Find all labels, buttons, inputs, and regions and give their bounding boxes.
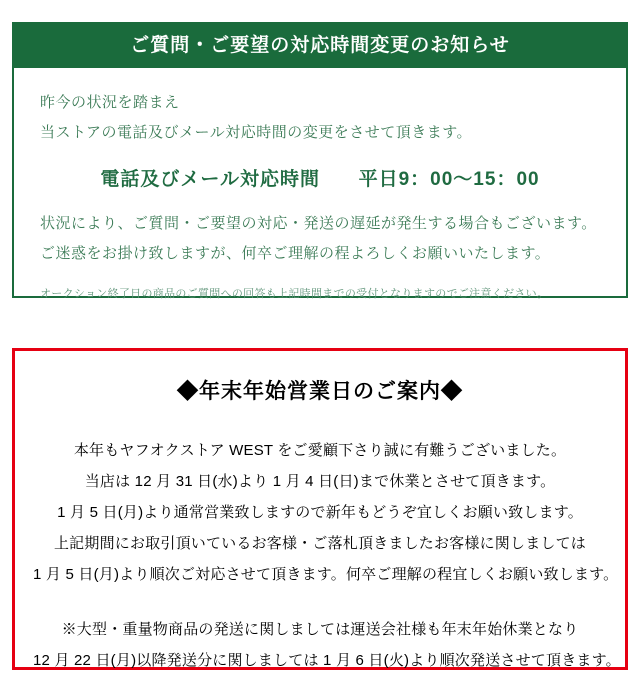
red-notice-line-3: 1 月 5 日(月)より通常営業致しますので新年もどうぞ宜しくお願い致します。: [57, 504, 583, 521]
red-notice-title: ◆年末年始営業日のご案内◆: [177, 380, 463, 403]
red-notice-shipping-line-1: ※大型・重量物商品の発送に関しましては運送会社様も年末年始休業となり: [61, 621, 579, 638]
red-notice-spacer: [33, 590, 607, 614]
red-notice-line-4: 上記期間にお取引頂いているお客様・ご落札頂きましたお客様に関しましては: [53, 535, 586, 552]
green-notice-line-3: 状況により、ご質問・ご要望の対応・発送の遅延が発生する場合もございます。: [40, 215, 597, 232]
red-notice-shipping-line-2: 12 月 22 日(月)以降発送分に関しましては 1 月 6 日(火)より順次発送させて頂きます。: [33, 652, 621, 669]
red-notice-body: [15, 351, 625, 676]
green-notice-footnote: オークション終了日の商品のご質問への回答も上記時間までの受付となりますのでご注意ください。: [40, 288, 549, 300]
red-notice-line-2: 当店は 12 月 31 日(水)より 1 月 4 日(日)まで休業とさせて頂きます。: [84, 473, 556, 490]
new-year-holiday-notice: [12, 348, 628, 670]
support-hours-value: 平日9：00〜15：00: [358, 169, 540, 190]
red-notice-line-1: 本年もヤフオクストア WEST をご愛顧下さり誠に有難うございました。: [73, 442, 567, 459]
green-notice-line-2: 当ストアの電話及びメール対応時間の変更をさせて頂きます。: [40, 124, 473, 141]
green-notice-line-1: 昨今の状況を踏まえ: [40, 94, 180, 111]
red-notice-line-5: 1 月 5 日(月)より順次ご対応させて頂きます。何卒ご理解の程宜しくお願い致します。: [33, 566, 619, 583]
business-hours-change-notice: [12, 22, 628, 298]
green-notice-body: [14, 68, 626, 305]
support-hours-row: [40, 164, 600, 191]
support-hours-label: 電話及びメール対応時間: [100, 169, 321, 190]
green-notice-line-4: ご迷惑をお掛け致しますが、何卒ご理解の程よろしくお願いいたします。: [40, 245, 551, 262]
green-notice-header: ご質問・ご要望の対応時間変更のお知らせ: [14, 24, 626, 68]
